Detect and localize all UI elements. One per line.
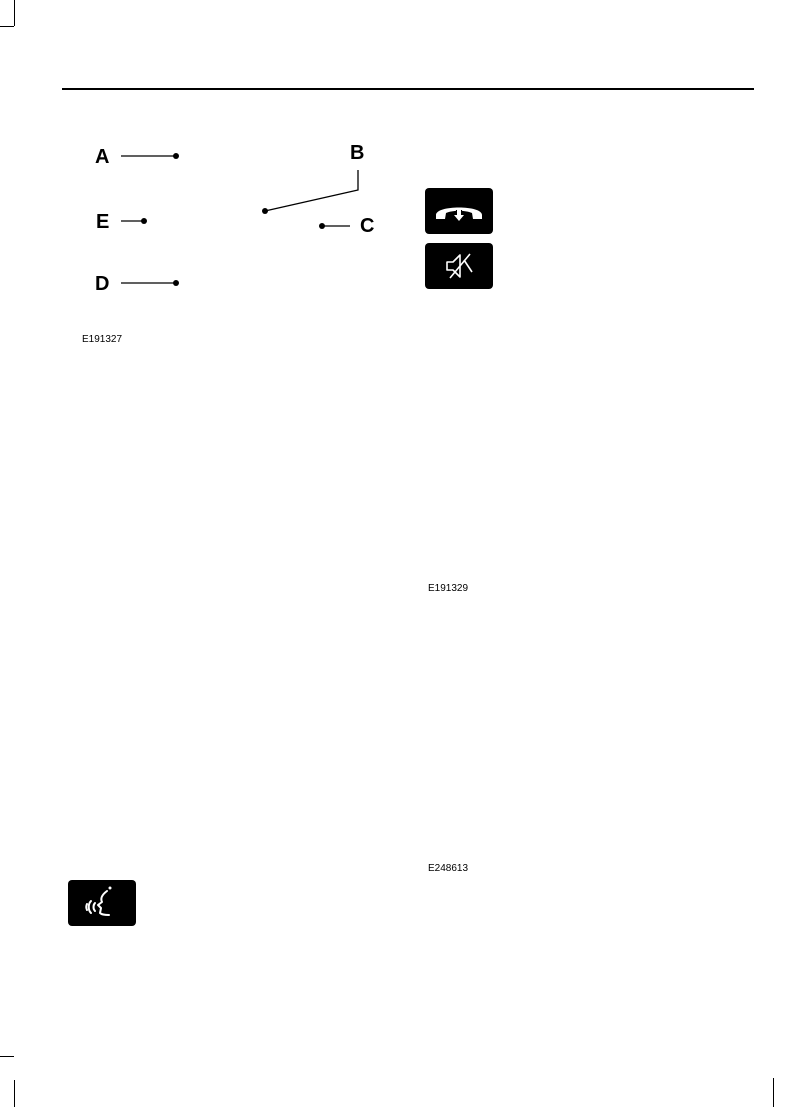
callout-label-c: C (360, 215, 375, 237)
crop-mark-bottom-left (14, 1080, 15, 1107)
crop-mark-bottom-right (773, 1078, 774, 1107)
leader-dot-c (319, 223, 325, 229)
leader-dot-d (173, 280, 179, 286)
voice-command-tile (68, 880, 136, 926)
voice-command-icon (68, 880, 136, 926)
callout-label-d: D (95, 273, 110, 295)
figure-code-third: E248613 (428, 863, 469, 874)
mute-speaker-icon (425, 243, 493, 289)
callout-leader-lines (0, 0, 400, 360)
leader-dot-b (262, 208, 268, 214)
leader-line-b (265, 170, 358, 211)
figure-code-phone: E191329 (428, 583, 469, 594)
callout-label-b: B (350, 142, 365, 164)
mute-speaker-tile (425, 243, 493, 289)
leader-dot-a (173, 153, 179, 159)
leader-dot-e (141, 218, 147, 224)
callout-label-e: E (96, 211, 110, 233)
phone-hang-up-tile (425, 188, 493, 234)
callout-label-a: A (95, 146, 110, 168)
phone-hang-up-icon (425, 188, 493, 234)
figure-code: E191327 (82, 334, 123, 345)
crop-mark-left-lower (0, 1056, 14, 1057)
figure-callout-diagram (0, 0, 400, 360)
